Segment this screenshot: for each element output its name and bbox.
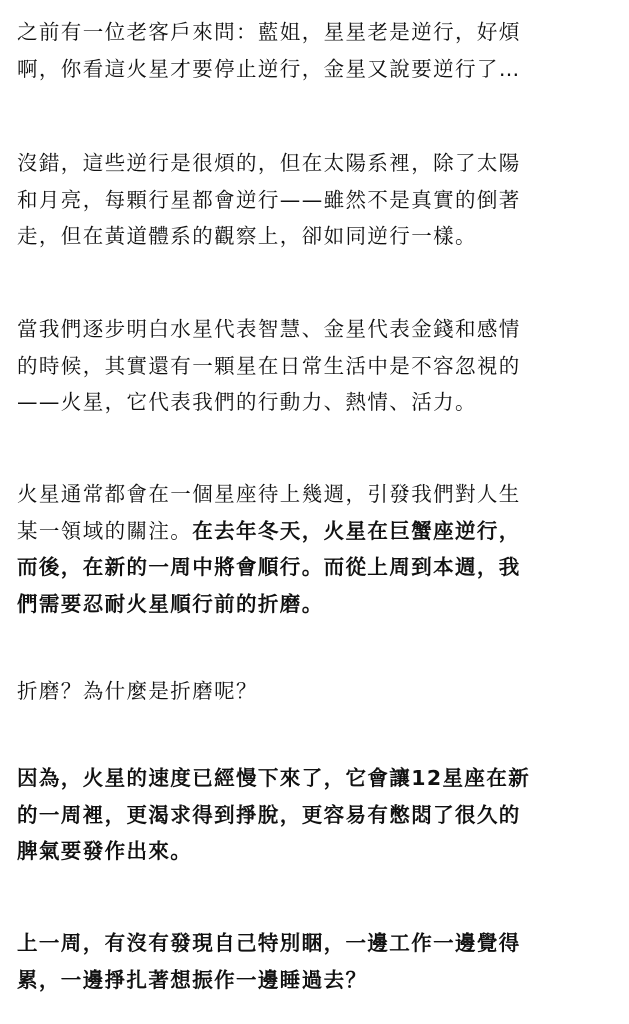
- paragraph: [17, 760, 619, 870]
- paragraph: [17, 925, 619, 998]
- text-line: [17, 673, 619, 710]
- text-line: [17, 384, 619, 421]
- paragraph: [17, 145, 619, 255]
- text-line: [17, 145, 619, 182]
- text-run: 火星通常都會在一個星座待上幾週，引發我們對人生: [17, 482, 521, 506]
- text-line: [17, 51, 619, 88]
- text-line: [17, 348, 619, 385]
- text-run: 和月亮，每顆行星都會逆行——雖然不是真實的倒著: [17, 187, 521, 212]
- bold-text-run: 脾氣要發作出來。: [17, 839, 193, 863]
- text-run: 的時候，其實還有一顆星在日常生活中是不容忽視的: [17, 353, 521, 378]
- bold-text-run: 因為，火星的速度已經慢下來了，它會讓12星座在新: [17, 766, 531, 790]
- text-line: [17, 311, 619, 348]
- paragraph: [17, 476, 619, 622]
- paragraph: [17, 673, 619, 710]
- bold-text-run: 的一周裡，更渴求得到掙脫，更容易有憋悶了很久的: [17, 802, 521, 827]
- text-run: 之前有一位老客戶來問：藍姐，星星老是逆行，好煩: [17, 20, 521, 44]
- text-run: 沒錯，這些逆行是很煩的，但在太陽系裡，除了太陽: [17, 151, 521, 175]
- bold-text-run: 在去年冬天，火星在巨蟹座逆行，: [192, 518, 521, 543]
- text-line: [17, 760, 619, 797]
- text-line: [17, 586, 619, 623]
- text-run: 某一領域的關注。: [17, 518, 193, 543]
- bold-text-run: 上一周，有沒有發現自己特別睏，一邊工作一邊覺得: [17, 931, 521, 955]
- text-run: 啊，你看這火星才要停止逆行，金星又說要逆行了…: [17, 56, 521, 81]
- text-line: [17, 833, 619, 870]
- text-line: [17, 14, 619, 51]
- text-run: 折磨？為什麼是折磨呢？: [17, 679, 258, 703]
- text-run: ——火星，它代表我們的行動力、熱情、活力。: [17, 390, 477, 414]
- text-line: [17, 218, 619, 255]
- text-line: [17, 549, 619, 586]
- paragraph: [17, 311, 619, 421]
- bold-text-run: 們需要忍耐火星順行前的折磨。: [17, 591, 324, 616]
- text-line: [17, 476, 619, 513]
- bold-text-run: 而後，在新的一周中將會順行。而從上周到本週，我: [17, 555, 521, 579]
- text-line: [17, 797, 619, 834]
- text-line: [17, 513, 619, 550]
- text-line: [17, 962, 619, 999]
- paragraph: [17, 14, 619, 87]
- text-line: [17, 182, 619, 219]
- bold-text-run: 累，一邊掙扎著想振作一邊睡過去？: [17, 967, 368, 992]
- text-run: 走，但在黃道體系的觀察上，卻如同逆行一樣。: [17, 224, 477, 248]
- text-run: 當我們逐步明白水星代表智慧、金星代表金錢和感情: [17, 317, 521, 341]
- text-line: [17, 925, 619, 962]
